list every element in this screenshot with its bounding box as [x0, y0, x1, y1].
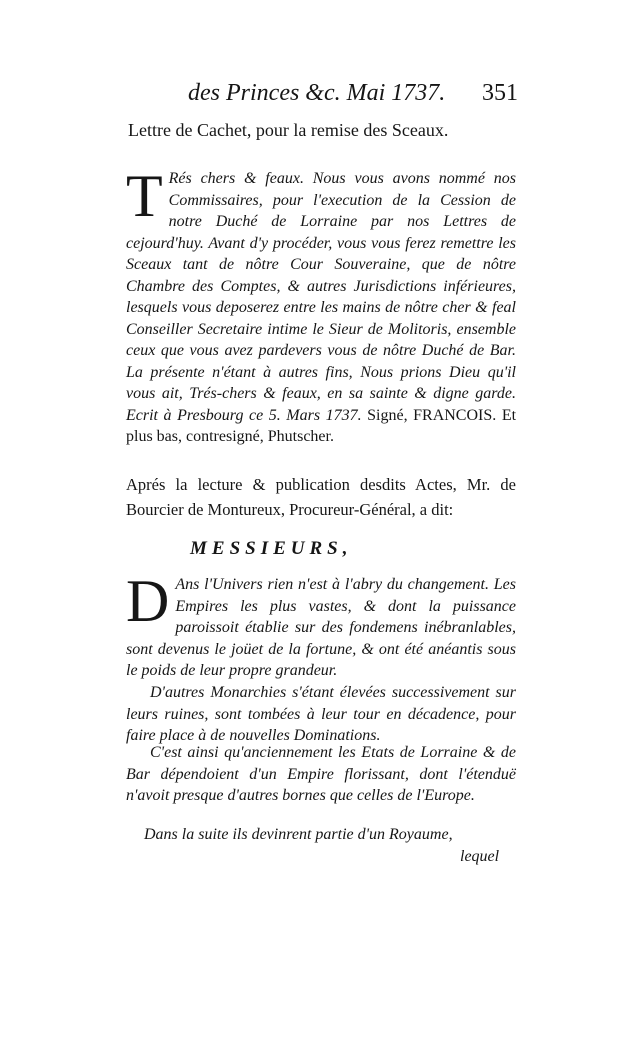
running-title: des Princes &c. Mai 1737.	[188, 80, 446, 106]
running-head	[188, 80, 518, 110]
address-heading: MESSIEURS,	[190, 538, 353, 559]
speech-paragraph-4: Dans la suite ils devinrent partie d'un Royaume,	[144, 826, 453, 843]
drop-cap: D	[126, 568, 170, 634]
letter-countersign: Et plus bas, contresigné, Phutscher.	[126, 406, 517, 445]
letter-body: Rés chers & feaux. Nous vous avons nommé nos Commissaires, pour l'execution de la Cession de notre Duché de Lorraine par nos Lettres de cejourd'huy. Avant d'y procéder, vous vous ferez remettre les Sceaux tant de nôtre Cour Souveraine, que de nôtre Chambre des Comptes, & autres Jurisdictions inférieures, lesquels vous deposerez entre les mains de nôtre cher & feal Conseiller Secretaire intime le Sieur de Molitoris, ensemble ceux que vous avez pardevers vous de nôtre Duché de Bar. La présente n'étant à autres fins, Nous prions Dieu qu'il vous ait, Trés-chers & feaux, en sa sainte & digne garde. Ecrit à Presbourg ce 5. Mars 1737.	[126, 170, 516, 424]
section-heading: Lettre de Cachet, pour la remise des Sceaux.	[128, 120, 449, 140]
speech-paragraph-1-text: Ans l'Univers rien n'est à l'abry du changement. Les Empires les plus vastes, & dont la puissance paroissoit établie sur des fondemens inébranlables, sont devenus le joüet de la fortune, & ont été anéantis sous le poids de leur propre grandeur.	[126, 576, 516, 679]
speech-paragraph-1	[126, 568, 516, 682]
speech-paragraph-2: D'autres Monarchies s'étant élevées successivement sur leurs ruines, sont tombées à leur tour en décadence, pour faire place à de nouvelles Dominations.	[126, 684, 516, 744]
page-number: 351	[482, 80, 518, 106]
drop-cap: T	[126, 163, 163, 229]
letter-paragraph	[126, 163, 517, 448]
catchword: lequel	[460, 848, 500, 865]
letter-signature: Signé, FRANCOIS.	[367, 406, 497, 424]
speech-intro: Aprés la lecture & publication desdits Actes, Mr. de Bourcier de Montureux, Procureur-Général, a dit:	[126, 475, 516, 519]
speech-paragraph-3: C'est ainsi qu'anciennement les Etats de Lorraine & de Bar dépendoient d'un Empire florissant, dont l'étenduë n'avoit presque d'autres bornes que celles de l'Europe.	[126, 744, 516, 804]
